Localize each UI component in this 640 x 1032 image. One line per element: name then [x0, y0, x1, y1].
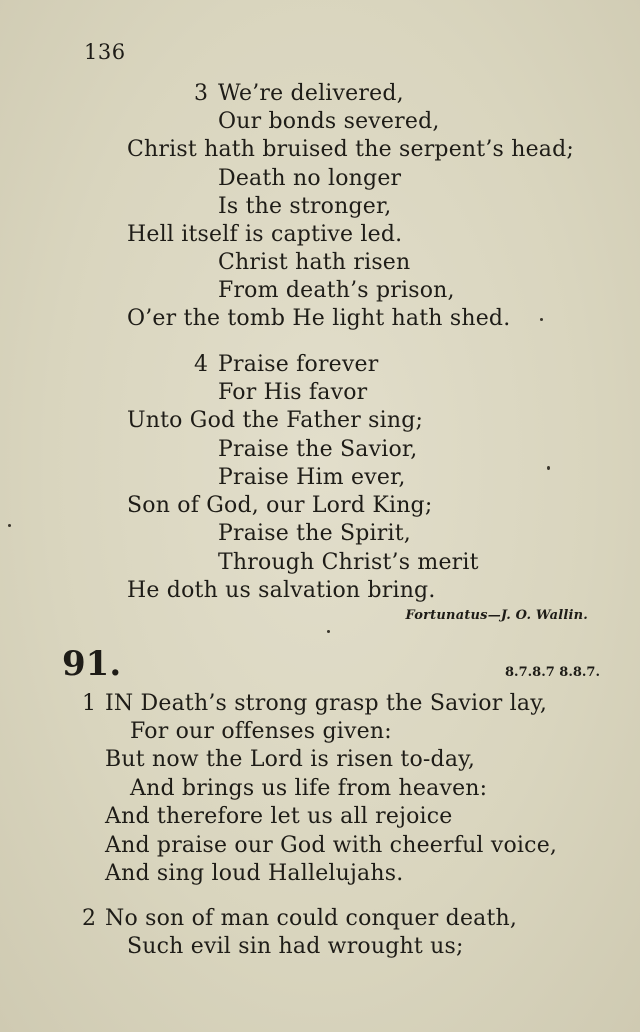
verse-line: Through Christ’s merit — [218, 550, 479, 575]
verse-line: For His favor — [218, 380, 368, 405]
verse-line: And therefore let us all rejoice — [105, 804, 453, 829]
verse-line: Praise forever — [218, 352, 379, 377]
stanza-number: 3 — [194, 81, 209, 106]
verse-line: And brings us life from heaven: — [130, 776, 488, 801]
verse-line: Such evil sin had wrought us; — [127, 934, 464, 959]
stanza-number: 4 — [194, 352, 209, 377]
ink-speck — [8, 524, 11, 527]
verse-line: IN Death’s strong grasp the Savior lay, — [105, 691, 548, 716]
verse-line: We’re delivered, — [218, 81, 404, 106]
verse-line: Is the stronger, — [218, 194, 392, 219]
verse-line: Son of God, our Lord King; — [127, 493, 433, 518]
verse-line: O’er the tomb He light hath shed. — [127, 306, 511, 331]
verse-line: Praise the Savior, — [218, 437, 418, 462]
verse-line: Unto God the Father sing; — [127, 408, 424, 433]
verse-line: No son of man could conquer death, — [105, 906, 518, 931]
hymn-number: 91. — [62, 644, 122, 684]
verse-line: Praise Him ever, — [218, 465, 406, 490]
stanza-number: 2 — [82, 906, 97, 931]
verse-line: He doth us salvation bring. — [127, 578, 436, 603]
verse-line: Hell itself is captive led. — [127, 222, 403, 247]
ink-speck — [327, 630, 330, 633]
verse-line: Praise the Spirit, — [218, 521, 411, 546]
ink-speck — [540, 318, 543, 321]
verse-line: For our offenses given: — [130, 719, 392, 744]
verse-line: From death’s prison, — [218, 278, 455, 303]
ink-speck — [547, 466, 550, 470]
hymn-attribution: Fortunatus—J. O. Wallin. — [405, 608, 588, 623]
verse-line: Christ hath risen — [218, 250, 411, 275]
verse-line: Christ hath bruised the serpent’s head; — [127, 137, 574, 162]
verse-line: And sing loud Hallelujahs. — [105, 861, 404, 886]
hymn-meter: 8.7.8.7 8.8.7. — [505, 665, 600, 680]
verse-line: And praise our God with cheerful voice, — [105, 833, 558, 858]
page-number: 136 — [84, 40, 126, 64]
verse-line: But now the Lord is risen to-day, — [105, 747, 476, 772]
verse-line: Our bonds severed, — [218, 109, 440, 134]
verse-line: Death no longer — [218, 166, 402, 191]
stanza-number: 1 — [82, 691, 97, 716]
